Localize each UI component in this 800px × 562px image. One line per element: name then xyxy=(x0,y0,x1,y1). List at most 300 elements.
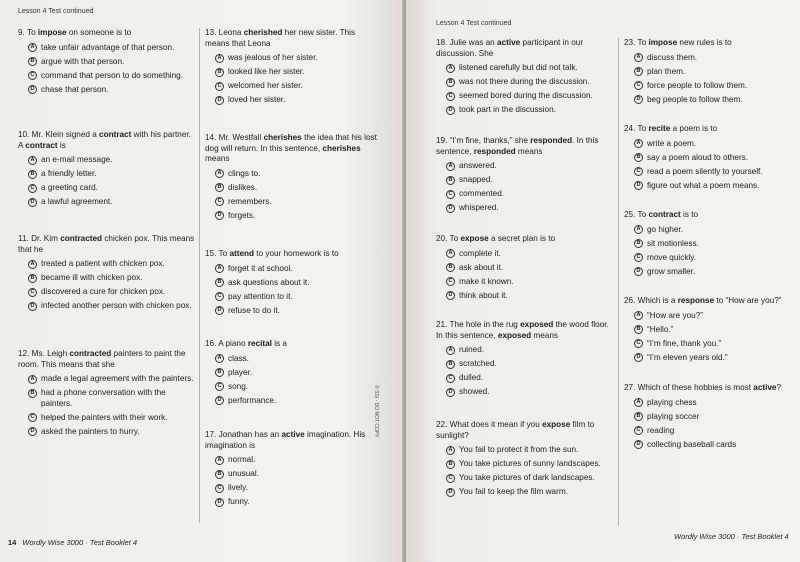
answer-bubble[interactable]: D xyxy=(215,396,224,405)
question-number: 20. xyxy=(436,234,448,243)
answer-bubble[interactable]: C xyxy=(28,71,37,80)
answer-bubble[interactable]: C xyxy=(446,277,455,286)
answer-text: loved her sister. xyxy=(228,95,286,105)
answer-bubble[interactable]: D xyxy=(446,291,455,300)
answer-option[interactable] xyxy=(215,292,380,303)
question-stem xyxy=(436,38,614,59)
answer-bubble[interactable]: A xyxy=(634,311,643,320)
stem-text: Which is a xyxy=(637,296,678,305)
answer-text: grow smaller. xyxy=(647,266,696,276)
answer-bubble[interactable]: C xyxy=(446,474,455,483)
answer-bubble[interactable]: C xyxy=(634,167,643,176)
question-number: 12. xyxy=(18,349,30,358)
answer-option[interactable] xyxy=(28,273,196,284)
answer-text: an e-mail message. xyxy=(41,155,113,164)
vocab-word: contract xyxy=(99,130,132,139)
answer-option[interactable] xyxy=(634,225,796,236)
answer-option[interactable] xyxy=(446,359,614,370)
answer-option[interactable] xyxy=(215,264,380,275)
answer-option[interactable] xyxy=(634,311,796,322)
answer-option[interactable] xyxy=(215,197,380,208)
answer-option[interactable] xyxy=(28,169,196,180)
answer-text: showed. xyxy=(459,387,490,397)
answer-text: performance. xyxy=(228,395,277,405)
answer-bubble[interactable]: C xyxy=(28,413,37,422)
answer-option[interactable] xyxy=(215,169,380,180)
answer-option[interactable] xyxy=(446,387,614,398)
answer-bubble[interactable]: B xyxy=(215,68,224,77)
stem-text: with his partner. A xyxy=(18,130,191,150)
answer-option[interactable] xyxy=(215,354,380,365)
answer-option[interactable] xyxy=(634,139,796,150)
stem-text: To xyxy=(637,210,649,219)
answer-option[interactable] xyxy=(634,95,796,106)
question-stem xyxy=(624,38,796,49)
answer-bubble[interactable]: D xyxy=(215,211,224,220)
answer-options xyxy=(624,139,796,192)
page-footer xyxy=(674,532,789,541)
page-footer xyxy=(8,538,137,547)
answer-text: whispered. xyxy=(459,203,499,213)
answer-bubble[interactable]: A xyxy=(28,43,37,52)
stem-text: means xyxy=(531,330,558,340)
question-stem xyxy=(624,124,796,135)
answer-options xyxy=(624,311,796,364)
answer-text: You take pictures of dark landscapes. xyxy=(459,473,595,483)
stem-text: her new sister. This means that Leona xyxy=(205,28,356,48)
question-18 xyxy=(436,38,614,119)
vocab-word: expose xyxy=(542,420,571,429)
answer-option[interactable] xyxy=(446,263,614,274)
question-22 xyxy=(436,420,614,501)
answer-option[interactable] xyxy=(215,497,380,508)
answer-bubble[interactable]: D xyxy=(28,85,37,94)
answer-bubble[interactable]: B xyxy=(634,67,643,76)
answer-bubble[interactable]: A xyxy=(446,249,455,258)
answer-bubble[interactable]: C xyxy=(215,484,224,493)
answer-option[interactable] xyxy=(446,373,614,384)
vocab-word: contract xyxy=(25,140,58,150)
answer-options xyxy=(205,354,380,407)
stem-text: a secret plan is to xyxy=(488,234,556,243)
stem-text: To xyxy=(218,249,230,258)
answer-options xyxy=(18,374,196,437)
answer-options xyxy=(18,259,196,312)
answer-bubble[interactable]: C xyxy=(446,190,455,199)
answer-text: “Hello.” xyxy=(647,324,674,334)
answer-option[interactable] xyxy=(634,153,796,164)
stem-text: means xyxy=(205,154,230,163)
question-number: 23. xyxy=(624,38,636,47)
answer-option[interactable] xyxy=(446,473,614,484)
answer-bubble[interactable]: D xyxy=(634,95,643,104)
answer-option[interactable] xyxy=(634,53,796,64)
stem-text: To xyxy=(26,28,38,37)
answer-bubble[interactable]: D xyxy=(446,204,455,213)
answer-option[interactable] xyxy=(28,287,196,298)
vocab-word: exposed xyxy=(520,320,554,329)
answer-bubble[interactable]: C xyxy=(634,339,643,348)
answer-option[interactable] xyxy=(215,95,380,106)
answer-text: take unfair advantage of that person. xyxy=(41,42,175,52)
question-9 xyxy=(18,28,196,99)
answer-option[interactable] xyxy=(446,189,614,200)
question-number: 24. xyxy=(624,124,636,133)
answer-option[interactable] xyxy=(634,412,796,423)
answer-text: forget it at school. xyxy=(228,263,293,273)
answer-option[interactable] xyxy=(634,353,796,364)
answer-option[interactable] xyxy=(446,345,614,356)
answer-text: funny. xyxy=(228,497,250,507)
answer-option[interactable] xyxy=(28,57,196,68)
answer-text: unusual. xyxy=(228,469,259,479)
vocab-word: active xyxy=(281,430,305,439)
answer-bubble[interactable]: C xyxy=(634,81,643,90)
answer-bubble[interactable]: B xyxy=(446,360,455,369)
answer-option[interactable] xyxy=(215,81,380,92)
answer-bubble[interactable]: B xyxy=(28,274,37,283)
answer-option[interactable] xyxy=(28,43,196,54)
answer-text: “I’m eleven years old.” xyxy=(647,352,728,362)
answer-option[interactable] xyxy=(446,291,614,302)
question-19 xyxy=(436,136,614,217)
answer-bubble[interactable]: C xyxy=(446,92,455,101)
answer-option[interactable] xyxy=(446,487,614,498)
answer-bubble[interactable]: A xyxy=(634,225,643,234)
answer-bubble[interactable]: B xyxy=(28,389,37,398)
answer-bubble[interactable]: D xyxy=(28,302,37,311)
answer-bubble[interactable]: A xyxy=(215,264,224,273)
answer-options xyxy=(624,53,796,106)
answer-text: became ill with chicken pox. xyxy=(41,273,143,283)
answer-text: lively. xyxy=(228,483,248,493)
answer-bubble[interactable]: B xyxy=(446,176,455,185)
answer-bubble[interactable]: D xyxy=(634,440,643,449)
question-stem xyxy=(205,339,380,350)
vocab-word: exposed xyxy=(497,330,532,340)
question-stem xyxy=(205,133,380,165)
answer-text: player. xyxy=(228,367,253,377)
question-number: 26. xyxy=(624,296,636,305)
answer-text: You fail to protect it from the sun. xyxy=(459,445,579,454)
question-number: 21. xyxy=(436,320,448,329)
answer-option[interactable] xyxy=(28,85,196,96)
answer-text: welcomed her sister. xyxy=(228,81,303,91)
answer-bubble[interactable]: D xyxy=(446,106,455,115)
stem-text: is xyxy=(57,140,66,150)
question-16 xyxy=(205,339,380,410)
answer-option[interactable] xyxy=(634,398,796,409)
answer-bubble[interactable]: A xyxy=(634,398,643,407)
stem-text: Which of these hobbies is most xyxy=(637,383,754,392)
answer-text: beg people to follow them. xyxy=(647,94,743,104)
vocab-word: response xyxy=(677,296,715,305)
answer-text: treated a patient with chicken pox. xyxy=(41,259,165,268)
question-number: 9. xyxy=(18,28,25,37)
answer-bubble[interactable]: A xyxy=(28,375,37,384)
answer-option[interactable] xyxy=(634,426,796,437)
question-stem xyxy=(436,234,614,245)
stem-text: to your homework is to xyxy=(254,249,339,258)
answer-bubble[interactable]: D xyxy=(28,427,37,436)
vocab-word: attend xyxy=(229,249,255,258)
answer-bubble[interactable]: B xyxy=(634,325,643,334)
answer-option[interactable] xyxy=(446,77,614,88)
answer-option[interactable] xyxy=(215,278,380,289)
answer-bubble[interactable]: B xyxy=(446,263,455,272)
answer-bubble[interactable]: A xyxy=(28,156,37,165)
answer-bubble[interactable]: A xyxy=(634,139,643,148)
answer-bubble[interactable]: B xyxy=(28,170,37,179)
answer-option[interactable] xyxy=(634,339,796,350)
answer-bubble[interactable]: A xyxy=(446,162,455,171)
answer-bubble[interactable]: C xyxy=(215,292,224,301)
answer-option[interactable] xyxy=(446,175,614,186)
answer-option[interactable] xyxy=(634,267,796,278)
answer-option[interactable] xyxy=(28,427,196,438)
answer-option[interactable] xyxy=(446,459,614,470)
answer-option[interactable] xyxy=(28,301,196,312)
vocab-word: cherishes xyxy=(322,143,361,153)
question-15 xyxy=(205,249,380,320)
answer-bubble[interactable]: C xyxy=(446,374,455,383)
stem-text: is to xyxy=(680,210,699,219)
answer-option[interactable] xyxy=(215,211,380,222)
answer-text: discuss them. xyxy=(647,52,698,62)
answer-bubble[interactable]: A xyxy=(215,354,224,363)
answer-bubble[interactable]: B xyxy=(215,278,224,287)
stem-text: participant in our discussion. She xyxy=(436,38,584,58)
answer-text: make it known. xyxy=(459,276,514,286)
page-number: 14 xyxy=(8,538,17,547)
answer-option[interactable] xyxy=(446,105,614,116)
answer-option[interactable] xyxy=(634,253,796,264)
stem-text: imagination. His imagination is xyxy=(205,430,366,450)
answer-option[interactable] xyxy=(215,483,380,494)
answer-option[interactable] xyxy=(215,396,380,407)
question-stem xyxy=(436,420,614,441)
answer-text: read a poem silently to yourself. xyxy=(647,166,763,176)
answer-option[interactable] xyxy=(215,306,380,317)
vocab-word: responded xyxy=(473,146,516,156)
stem-text: Julie was an xyxy=(449,38,498,47)
answer-bubble[interactable]: B xyxy=(634,153,643,162)
answer-bubble[interactable]: D xyxy=(446,388,455,397)
answer-text: think about it. xyxy=(459,290,508,300)
question-13 xyxy=(205,28,380,109)
answer-bubble[interactable]: C xyxy=(215,82,224,91)
answer-bubble[interactable]: C xyxy=(28,288,37,297)
question-stem xyxy=(624,383,796,394)
answer-options xyxy=(624,225,796,278)
stem-text: To xyxy=(449,234,461,243)
answer-bubble[interactable]: D xyxy=(634,267,643,276)
answer-option[interactable] xyxy=(446,203,614,214)
answer-text: made a legal agreement with the painters. xyxy=(41,374,194,383)
answer-bubble[interactable]: A xyxy=(446,64,455,73)
column-divider xyxy=(618,38,619,526)
answer-bubble[interactable]: B xyxy=(215,183,224,192)
answer-bubble[interactable]: B xyxy=(28,57,37,66)
answer-bubble[interactable]: A xyxy=(215,54,224,63)
answer-options xyxy=(436,63,614,116)
answer-bubble[interactable]: D xyxy=(215,306,224,315)
answer-option[interactable] xyxy=(215,469,380,480)
answer-option[interactable] xyxy=(28,388,196,409)
answer-text: reading xyxy=(647,425,675,435)
answer-option[interactable] xyxy=(215,53,380,64)
answer-bubble[interactable]: D xyxy=(215,96,224,105)
answer-bubble[interactable]: A xyxy=(446,446,455,455)
answer-bubble[interactable]: D xyxy=(215,498,224,507)
vocab-word: contracted xyxy=(69,349,112,358)
answer-bubble[interactable]: C xyxy=(634,253,643,262)
question-number: 11. xyxy=(18,234,29,243)
question-11 xyxy=(18,234,196,315)
question-stem xyxy=(624,210,796,221)
answer-text: infected another person with chicken pox. xyxy=(41,301,192,311)
answer-text: plan them. xyxy=(647,66,686,76)
answer-text: You fail to keep the film warm. xyxy=(459,487,568,497)
question-20 xyxy=(436,234,614,305)
question-17 xyxy=(205,430,380,511)
answer-text: “How are you?” xyxy=(647,310,703,320)
answer-bubble[interactable]: B xyxy=(215,368,224,377)
question-stem xyxy=(205,28,380,49)
answer-option[interactable] xyxy=(28,183,196,194)
answer-bubble[interactable]: D xyxy=(634,181,643,190)
question-21 xyxy=(436,320,614,401)
answer-option[interactable] xyxy=(634,81,796,92)
answer-option[interactable] xyxy=(215,183,380,194)
question-stem xyxy=(18,130,196,151)
question-number: 14. xyxy=(205,133,217,142)
running-head: Lesson 4 Test continued xyxy=(436,20,512,27)
answer-bubble[interactable]: D xyxy=(634,353,643,362)
answer-text: clings to. xyxy=(228,168,261,178)
vocab-word: cherishes xyxy=(263,133,302,142)
question-stem xyxy=(18,234,196,255)
answer-options xyxy=(205,455,380,508)
answer-bubble[interactable]: A xyxy=(215,456,224,465)
column-divider xyxy=(199,28,200,523)
answer-option[interactable] xyxy=(446,445,614,456)
answer-bubble[interactable]: A xyxy=(446,346,455,355)
question-stem xyxy=(18,349,196,370)
stem-text: . In this sentence, xyxy=(436,136,599,156)
vocab-word: recital xyxy=(247,339,272,348)
answer-option[interactable] xyxy=(28,197,196,208)
answer-bubble[interactable]: B xyxy=(446,78,455,87)
question-23 xyxy=(624,38,796,109)
answer-option[interactable] xyxy=(634,239,796,250)
answer-option[interactable] xyxy=(28,259,196,270)
answer-option[interactable] xyxy=(634,440,796,451)
stem-text: is a xyxy=(271,339,287,348)
question-26 xyxy=(624,296,796,367)
answer-bubble[interactable]: D xyxy=(28,198,37,207)
answer-option[interactable] xyxy=(28,155,196,166)
stem-text: A piano xyxy=(218,339,248,348)
answer-option[interactable] xyxy=(634,167,796,178)
answer-options xyxy=(436,345,614,398)
answer-bubble[interactable]: C xyxy=(215,382,224,391)
answer-option[interactable] xyxy=(446,161,614,172)
question-number: 18. xyxy=(436,38,448,47)
answer-text: pay attention to it. xyxy=(228,291,293,301)
question-number: 17. xyxy=(205,430,217,439)
stem-text: The hole in the rug xyxy=(449,320,521,329)
stem-text: Mr. Westfall xyxy=(218,133,264,142)
answer-bubble[interactable]: D xyxy=(446,488,455,497)
stem-text: to “How are you?” xyxy=(714,296,782,305)
question-25 xyxy=(624,210,796,281)
answer-text: argue with that person. xyxy=(41,56,125,66)
answer-text: a greeting card. xyxy=(41,183,98,193)
answer-bubble[interactable]: B xyxy=(446,460,455,469)
answer-text: refuse to do it. xyxy=(228,305,280,315)
stem-text: Jonathan has an xyxy=(218,430,282,439)
answer-options xyxy=(205,53,380,106)
answer-option[interactable] xyxy=(28,413,196,424)
stem-text: the wood floor. In this sentence, xyxy=(436,320,609,340)
copyright-code: © SSI · DO NOT COPY xyxy=(373,385,379,438)
answer-option[interactable] xyxy=(446,91,614,102)
stem-text: To xyxy=(637,124,649,133)
answer-text: listened carefully but did not talk. xyxy=(459,63,578,72)
answer-option[interactable] xyxy=(634,67,796,78)
answer-text: move quickly. xyxy=(647,252,696,262)
answer-option[interactable] xyxy=(446,277,614,288)
answer-option[interactable] xyxy=(215,455,380,466)
stem-text: a poem is to xyxy=(670,124,718,133)
answer-bubble[interactable]: C xyxy=(634,426,643,435)
answer-bubble[interactable]: A xyxy=(28,260,37,269)
answer-bubble[interactable]: A xyxy=(215,169,224,178)
answer-option[interactable] xyxy=(28,71,196,82)
answer-bubble[interactable]: C xyxy=(28,184,37,193)
answer-options xyxy=(436,249,614,302)
booklet-title: Wordly Wise 3000 · Test Booklet 4 xyxy=(22,538,138,547)
answer-option[interactable] xyxy=(446,249,614,260)
vocab-word: contract xyxy=(648,210,681,219)
answer-text: complete it. xyxy=(459,248,501,258)
answer-bubble[interactable]: A xyxy=(634,53,643,62)
answer-option[interactable] xyxy=(215,67,380,78)
answer-bubble[interactable]: B xyxy=(215,470,224,479)
stem-text: “I’m fine, thanks,” she xyxy=(449,136,531,145)
vocab-word: active xyxy=(497,38,521,47)
answer-option[interactable] xyxy=(215,368,380,379)
answer-option[interactable] xyxy=(634,181,796,192)
answer-bubble[interactable]: C xyxy=(215,197,224,206)
question-number: 13. xyxy=(205,28,217,37)
running-head: Lesson 4 Test continued xyxy=(18,8,94,15)
answer-text: collecting baseball cards xyxy=(647,439,737,449)
question-stem xyxy=(436,320,614,341)
answer-bubble[interactable]: B xyxy=(634,412,643,421)
answer-option[interactable] xyxy=(634,325,796,336)
answer-text: scratched. xyxy=(459,359,497,369)
answer-options xyxy=(18,43,196,96)
question-stem xyxy=(18,28,196,39)
question-number: 25. xyxy=(624,210,636,219)
answer-option[interactable] xyxy=(446,63,614,74)
answer-bubble[interactable]: B xyxy=(634,239,643,248)
answer-option[interactable] xyxy=(28,374,196,385)
answer-option[interactable] xyxy=(215,382,380,393)
answer-text: ask questions about it. xyxy=(228,277,310,287)
